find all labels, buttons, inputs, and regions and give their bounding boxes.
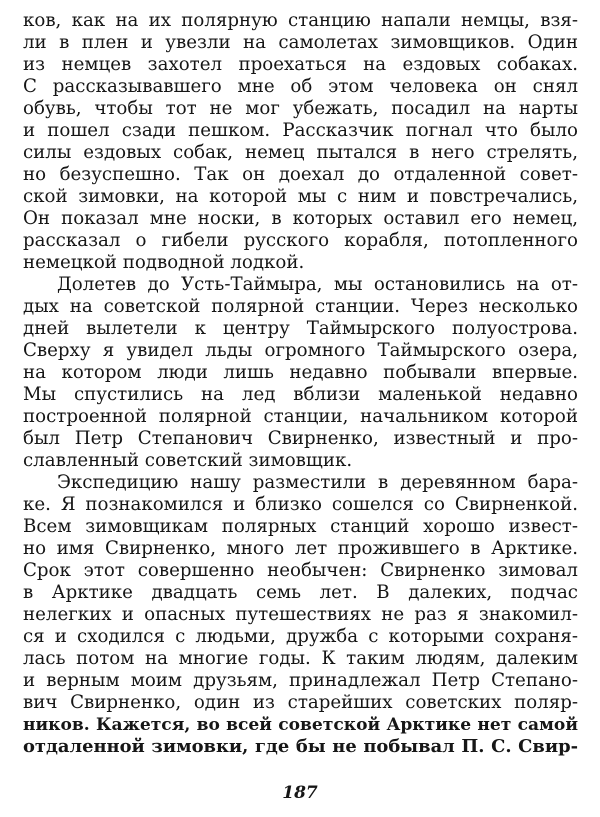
paragraph-3 [23,472,578,758]
text-line: рассказал о гибели русского корабля, потопленного [23,230,578,251]
text-line: Долетев до Усть-Таймыра, мы остановились на от- [57,274,578,295]
text-line: был Петр Степанович Свирненко, известный и про- [23,428,578,449]
paragraph-2 [23,274,578,472]
text-line: лась потом на многие годы. К таким людям, далеким [23,648,578,669]
text-line: ников. Кажется, во всей советской Арктике нет самой [23,715,578,735]
text-line: но безуспешно. Так он доехал до отдаленной совет- [23,164,578,185]
text-line: Экспедицию нашу разместили в деревянном бара- [57,472,578,493]
page-number: 187 [282,783,318,803]
text-line: славленный советский зимовщик. [23,450,353,471]
text-line: силы ездовых собак, немец пытался в него стрелять, [23,142,578,163]
text-line: ков, как на их полярную станцию напали немцы, взя- [23,10,578,31]
text-line: ской зимовки, на которой мы с ним и повстречались, [23,186,578,207]
text-line: из немцев захотел проехаться на ездовых собаках. [23,54,578,75]
text-line: Он показал мне носки, в которых оставил его немец, [23,208,578,229]
paragraph-1 [23,10,578,274]
text-line: Мы спустились на лед вблизи маленькой недавно [23,384,578,405]
text-line: построенной полярной станции, начальником которой [23,406,578,427]
text-line: ке. Я познакомился и близко сошелся со Свирненкой. [23,494,578,515]
text-line: немецкой подводной лодкой. [23,252,305,273]
text-line: в Арктике двадцать семь лет. В далеких, подчас [23,582,578,603]
text-line: обувь, чтобы тот не мог убежать, посадил на нарты [23,98,578,119]
text-line: Сверху я увидел льды огромного Таймырского озера, [23,340,578,361]
text-line: Срок этот совершенно необычен: Свирненко зимовал [23,560,578,581]
text-line: ся и сходился с людьми, дружба с которыми сохраня- [23,626,578,647]
text-line: отдаленной зимовки, где бы не побывал П. С. Свир- [23,736,578,757]
text-line: и пошел сзади пешком. Рассказчик погнал что было [23,120,578,141]
book-page-text [23,10,578,758]
text-line: ли в плен и увезли на самолетах зимовщиков. Один [23,32,578,53]
text-line: Всем зимовщикам полярных станций хорошо извест- [23,516,578,537]
text-line: нелегких и опасных путешествиях не раз я знакомил- [23,604,578,625]
text-line: дней вылетели к центру Таймырского полуострова. [23,318,578,339]
text-line: дых на советской полярной станции. Через несколько [23,296,578,317]
text-line: С рассказывавшего мне об этом человека он снял [23,76,578,97]
text-line: на котором люди лишь недавно побывали впервые. [23,362,578,383]
text-line: но имя Свирненко, много лет прожившего в Арктике. [23,538,578,559]
text-line: и верным моим друзьям, принадлежал Петр Степано- [23,670,578,691]
text-line: вич Свирненко, один из старейших советских поляр- [23,692,578,713]
